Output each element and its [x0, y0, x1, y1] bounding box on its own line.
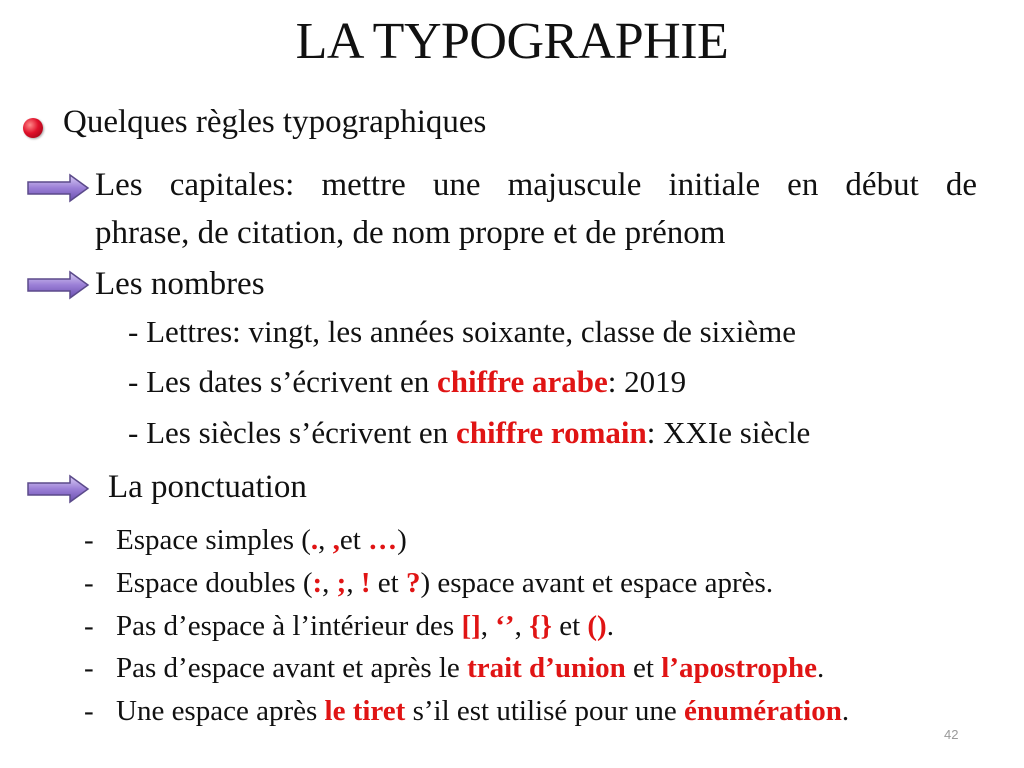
nombres-dates [128, 364, 686, 400]
dates-text: - Les dates s’écrivent en [128, 364, 438, 399]
list-item-dash: - [84, 610, 94, 642]
list-item-dash: - [84, 524, 94, 556]
siecles-text: - Les siècles s’écrivent en [128, 415, 456, 450]
text: Espace doubles ( [116, 567, 313, 599]
text: et [339, 524, 369, 556]
text: ) [397, 524, 407, 556]
page-number: 42 [944, 727, 959, 742]
red-symbol: . [310, 524, 319, 556]
red-symbol: ‘’ [495, 610, 515, 642]
text: Une espace après [116, 695, 325, 727]
text: Espace simples ( [116, 524, 311, 556]
right-arrow-icon [26, 270, 90, 300]
red-symbol: ! [360, 567, 371, 599]
red-emphasis: le tiret [324, 695, 406, 727]
red-symbol: : [312, 567, 323, 599]
text: , [514, 610, 530, 642]
red-symbol: , [332, 524, 340, 556]
red-symbol: {} [529, 610, 552, 642]
bullet-dot-icon [23, 118, 43, 138]
red-symbol: … [368, 524, 398, 556]
nombres-siecles [128, 415, 810, 451]
main-bullet-text: Quelques règles typographiques [63, 104, 487, 140]
list-item [116, 652, 824, 685]
text: et [625, 652, 662, 684]
text: Pas d’espace à l’intérieur des [116, 610, 462, 642]
list-item-dash: - [84, 567, 94, 599]
list-item [116, 695, 849, 728]
dates-value: : 2019 [607, 364, 687, 399]
text: , [480, 610, 496, 642]
ponctuation-heading: La ponctuation [108, 469, 307, 505]
text: , [318, 524, 333, 556]
text: , [346, 567, 361, 599]
text: . [817, 652, 825, 684]
siecles-emphasis: chiffre romain [455, 415, 647, 450]
text: . [606, 610, 614, 642]
list-item-dash: - [84, 695, 94, 727]
red-symbol: ? [405, 567, 421, 599]
list-item [116, 567, 773, 600]
red-symbol: [] [461, 610, 481, 642]
text: . [841, 695, 850, 727]
slide-title: LA TYPOGRAPHIE [295, 13, 729, 70]
text: ) espace avant et espace après. [420, 567, 774, 599]
right-arrow-icon [26, 173, 90, 203]
list-item [116, 610, 614, 643]
red-symbol: () [587, 610, 607, 642]
text: Pas d’espace avant et après le [116, 652, 468, 684]
red-emphasis: trait d’union [467, 652, 626, 684]
text: et [551, 610, 588, 642]
nombres-lettres: - Lettres: vingt, les années soixante, classe de sixième [128, 314, 797, 349]
text: , [322, 567, 337, 599]
siecles-value: : XXIe siècle [646, 415, 811, 450]
nombres-heading: Les nombres [95, 266, 265, 302]
red-emphasis: l’apostrophe [661, 652, 817, 684]
list-item-dash: - [84, 652, 94, 684]
text: s’il est utilisé pour une [405, 695, 684, 727]
list-item [116, 524, 407, 557]
red-symbol: ; [336, 567, 347, 599]
capitales-line-2: phrase, de citation, de nom propre et de prénom [95, 215, 726, 251]
red-emphasis: énumération [684, 695, 842, 727]
right-arrow-icon [26, 474, 90, 504]
dates-emphasis: chiffre arabe [437, 364, 608, 399]
text: et [370, 567, 406, 599]
capitales-line-1: Les capitales: mettre une majuscule initiale en début de [95, 167, 977, 203]
